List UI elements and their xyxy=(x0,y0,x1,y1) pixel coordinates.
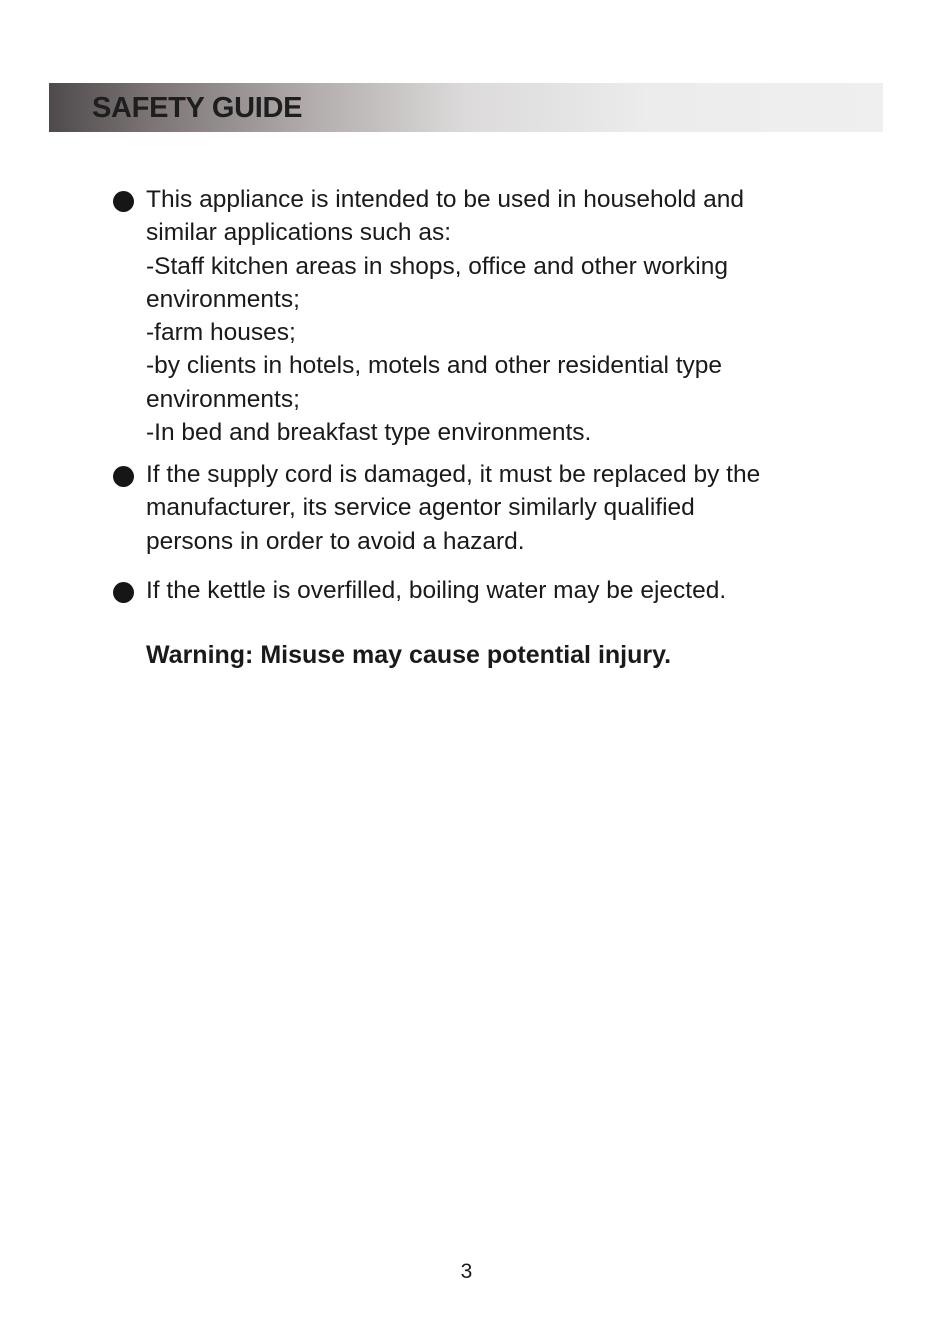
text-line: persons in order to avoid a hazard. xyxy=(146,527,525,555)
bullet-icon xyxy=(113,466,134,487)
text-line: This appliance is intended to be used in household and xyxy=(146,186,744,213)
section-title: SAFETY GUIDE xyxy=(92,92,303,124)
bullet-icon xyxy=(113,191,134,212)
text-line: similar applications such as: xyxy=(146,219,452,247)
text-line: If the kettle is overfilled, boiling water may be ejected. xyxy=(146,577,727,604)
text-line: environments; xyxy=(146,385,300,413)
section-header-bar xyxy=(49,83,883,132)
list-item-text xyxy=(146,574,886,607)
list-item-text xyxy=(146,458,886,558)
bullet-icon xyxy=(113,582,134,603)
page-number: 3 xyxy=(460,1260,473,1283)
text-line: -Staff kitchen areas in shops, office and other working xyxy=(146,252,728,280)
warning-text: Warning: Misuse may cause potential injury. xyxy=(146,641,672,669)
text-line: -In bed and breakfast type environments. xyxy=(146,419,592,447)
text-line: If the supply cord is damaged, it must be replaced by the xyxy=(146,461,761,488)
text-line: -by clients in hotels, motels and other residential type xyxy=(146,352,723,380)
text-line: -farm houses; xyxy=(146,319,296,347)
text-line: environments; xyxy=(146,285,300,313)
text-line: manufacturer, its service agentor similarly qualified xyxy=(146,494,695,522)
list-item-text xyxy=(146,183,886,449)
